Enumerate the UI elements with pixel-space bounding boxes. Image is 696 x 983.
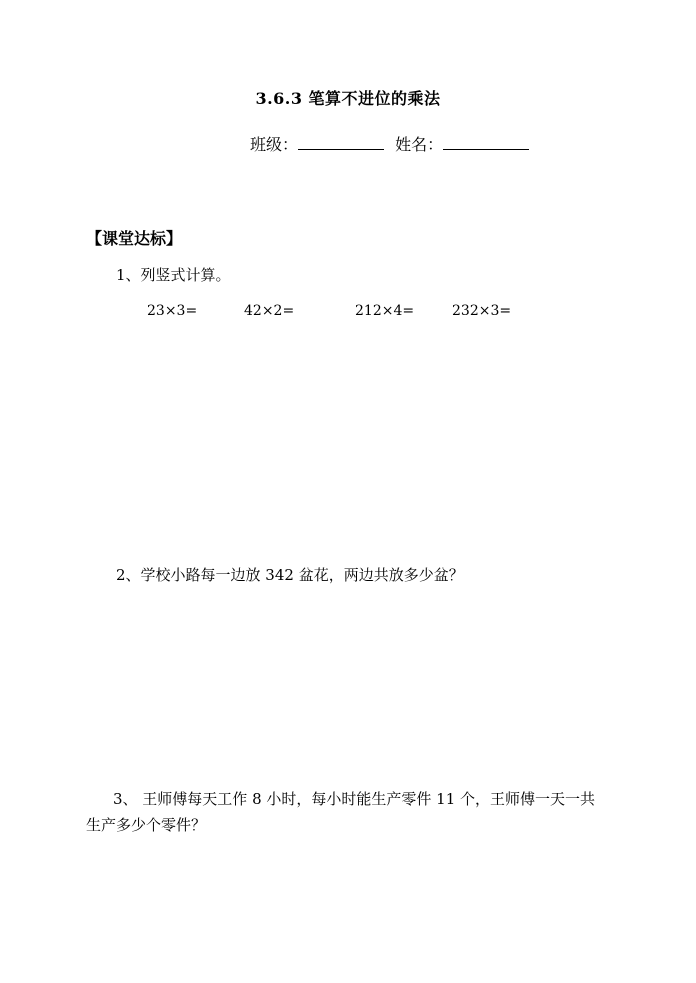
question-1-text: 1、列竖式计算。	[116, 266, 231, 284]
expression-2: 42×2=	[244, 303, 295, 319]
section-heading: 【课堂达标】	[86, 229, 183, 248]
expression-3: 212×4=	[355, 303, 415, 319]
expression-4: 232×3=	[452, 303, 512, 319]
name-label: 姓名：	[395, 135, 444, 154]
class-blank[interactable]	[298, 135, 384, 150]
question-3-text-line-2: 生产多少个零件？	[86, 816, 207, 834]
page-title: 3.6.3 笔算不进位的乘法	[255, 89, 441, 108]
name-blank[interactable]	[443, 135, 529, 150]
question-2-text: 2、学校小路每一边放 342 盆花，两边共放多少盆？	[116, 566, 464, 584]
student-info-line	[250, 132, 535, 155]
expression-1: 23×3=	[147, 303, 198, 319]
question-3-text-line-1: 3、 王师傅每天工作 8 小时，每小时能生产零件 11 个，王师傅一天一共	[113, 790, 596, 808]
class-label: 班级：	[250, 135, 299, 154]
